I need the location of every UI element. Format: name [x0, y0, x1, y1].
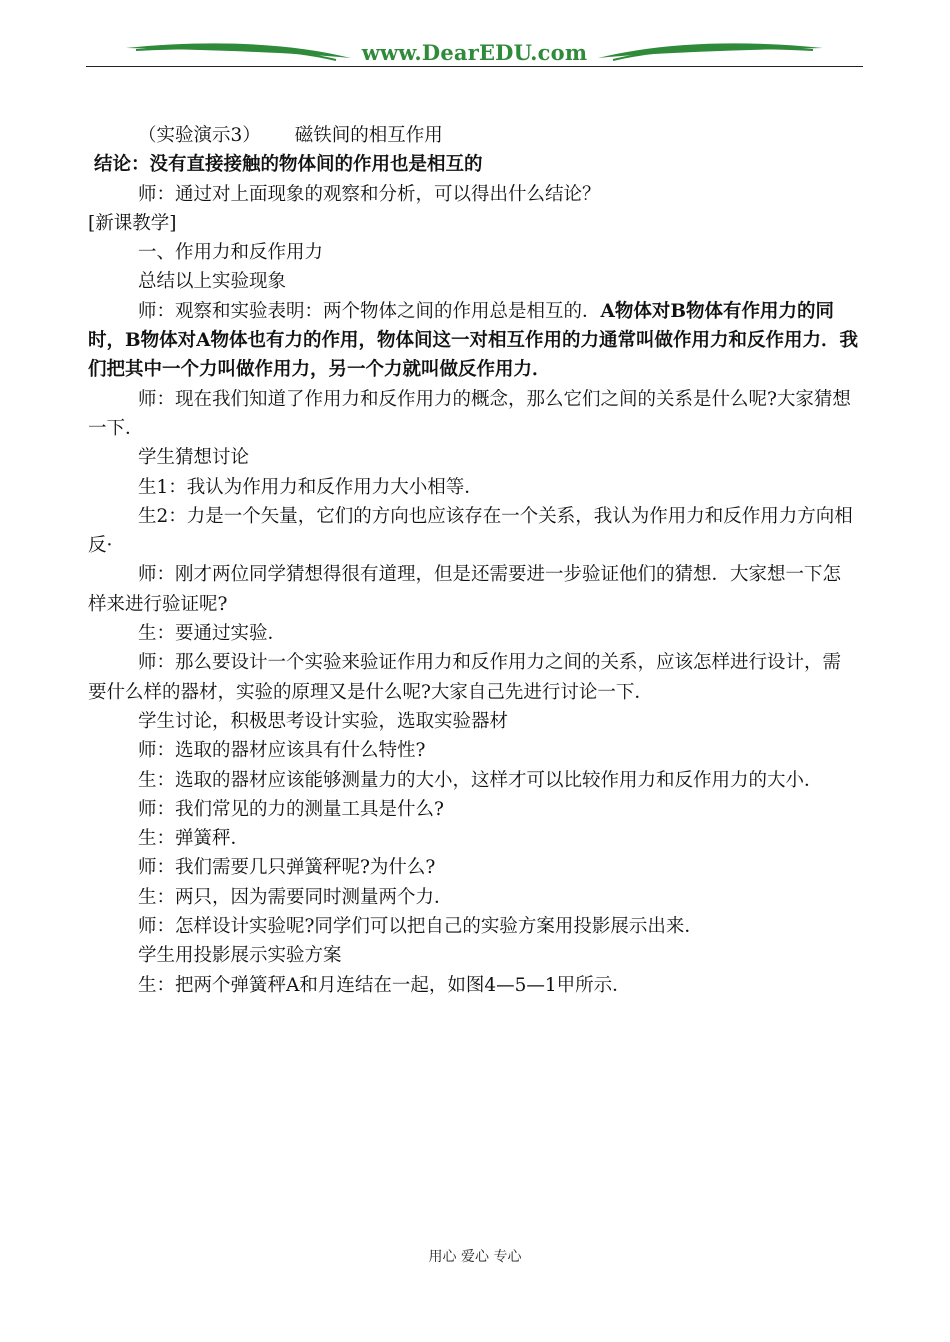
student-line: 生2：力是一个矢量，它们的方向也应该存在一个关系，我认为作用力和反作用力方向相反·: [88, 505, 853, 557]
demo-line: [88, 121, 858, 150]
teacher-line: 师：选取的器材应该具有什么特性?: [138, 740, 426, 762]
section-heading: 一、作用力和反作用力: [138, 242, 324, 264]
teacher-line: 师：怎样设计实验呢?同学们可以把自己的实验方案用投影展示出来．: [138, 916, 703, 938]
student-line: 生：选取的器材应该能够测量力的大小，这样才可以比较作用力和反作用力的大小．: [138, 769, 823, 791]
conclusion: 结论：没有直接接触的物体间的作用也是相互的: [94, 154, 483, 176]
summary-line: 总结以上实验现象: [138, 271, 287, 293]
student-line: 生：要通过实验．: [138, 623, 287, 645]
teacher-line: 师：刚才两位同学猜想得很有道理，但是还需要进一步验证他们的猜想．大家想一下怎样来进行验证呢?: [88, 564, 842, 615]
new-lesson-heading: [新课教学]: [88, 212, 177, 234]
header-divider: [86, 66, 863, 67]
student-line: 生：弹簧秤．: [138, 828, 250, 850]
teacher-line: 师：通过对上面现象的观察和分析，可以得出什么结论？: [138, 183, 601, 205]
page-footer: 用心 爱心 专心: [428, 1249, 522, 1265]
teacher-definition-prefix: 师：观察和实验表明：两个物体之间的作用总是相互的．: [138, 300, 601, 322]
site-logo[interactable]: www.DearEDU.com: [361, 40, 588, 65]
activity-line: 学生讨论，积极思考设计实验，选取实验器材: [138, 710, 509, 732]
demo-title: 磁铁间的相互作用: [294, 125, 443, 146]
student-line: 生1：我认为作用力和反作用力大小相等．: [138, 476, 483, 498]
teacher-line: 师：那么要设计一个实验来验证作用力和反作用力之间的关系，应该怎样进行设计，需要什么样的器材，实验的原理又是什么呢?大家自己先进行讨论一下．: [88, 652, 842, 703]
teacher-line: 师：我们需要几只弹簧秤呢?为什么?: [138, 857, 436, 879]
teacher-line: 师：我们常见的力的测量工具是什么?: [138, 798, 444, 820]
activity-line: 学生猜想讨论: [138, 447, 250, 469]
activity-line: 学生用投影展示实验方案: [138, 945, 342, 967]
definition-bold: A物体对B物体有作用力的同时，B物体对A物体也有力的作用，物体间这一对相互作用的力通常叫做作用力和反作用力．我们把其中一个力叫做作用力，另一个力就叫做反作用力．: [88, 300, 858, 381]
document-body: [88, 121, 858, 1000]
student-line: 生：把两个弹簧秤A和月连结在一起，如图4—5—1甲所示．: [138, 974, 631, 996]
teacher-definition: [88, 297, 858, 385]
page-header: [86, 38, 863, 68]
demo-label: （实验演示3）: [138, 125, 261, 146]
student-line: 生：两只，因为需要同时测量两个力．: [138, 886, 453, 908]
teacher-line: 师：现在我们知道了作用力和反作用力的概念，那么它们之间的关系是什么呢?大家猜想一下．: [88, 388, 851, 439]
